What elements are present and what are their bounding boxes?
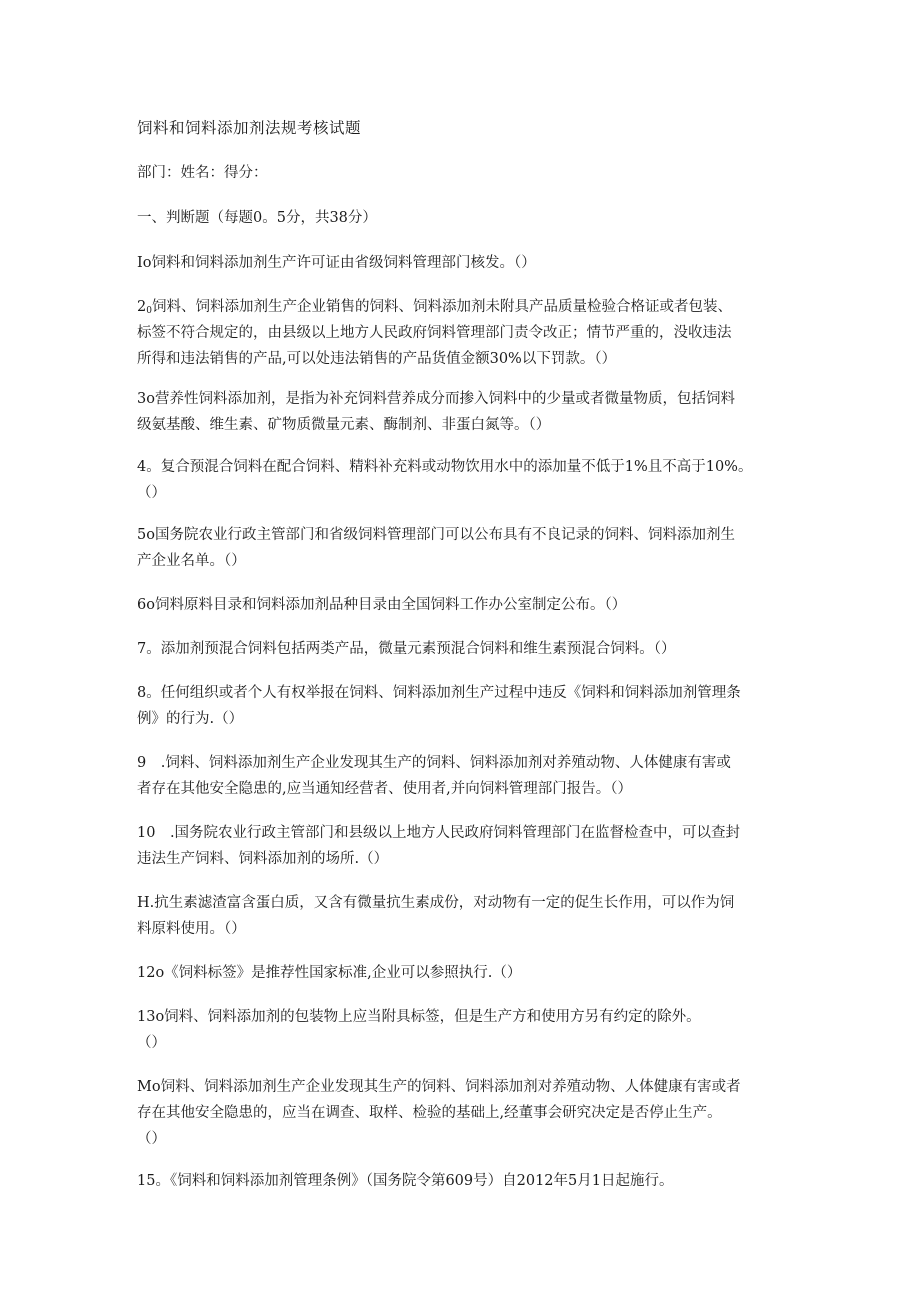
question-7: 7。添加剂预混合饲料包括两类产品，微量元素预混合饲料和维生素预混合饲料。（）	[137, 641, 676, 657]
question-2-line-2: 标签不符合规定的，由县级以上地方人民政府饲料管理部门责令改正；情节严重的，没收违法	[137, 325, 732, 341]
question-14-line-1: Mo饲料、饲料添加剂生产企业发现其生产的饲料、饲料添加剂对养殖动物、人体健康有害或者	[137, 1079, 741, 1095]
question-4-line-1: 4。复合预混合饲料在配合饲料、精料补充料或动物饮用水中的添加量不低于1%且不高于10%。	[137, 459, 753, 475]
info-line: 部门：姓名：得分：	[137, 165, 268, 181]
question-8-line-1: 8。任何组织或者个人有权举报在饲料、饲料添加剂生产过程中违反《饲料和饲料添加剂管理条	[137, 685, 741, 701]
question-2-line-1-text: 饲料、饲料添加剂生产企业销售的饲料、饲料添加剂未附具产品质量检验合格证或者包装、	[151, 299, 732, 315]
question-14-line-2: 存在其他安全隐患的，应当在调查、取样、检验的基础上,经董事会研究决定是否停止生产。	[137, 1105, 722, 1121]
question-14-line-3: （）	[137, 1131, 166, 1147]
question-11-line-1: H.抗生素滤渣富含蛋白质，又含有微量抗生素成份，对动物有一定的促生长作用，可以作为饲	[137, 895, 735, 911]
question-5-line-1: 5o国务院农业行政主管部门和省级饲料管理部门可以公布具有不良记录的饲料、饲料添加剂生	[137, 527, 735, 543]
question-1: Io饲料和饲料添加剂生产许可证由省级饲料管理部门核发。（）	[137, 255, 536, 271]
question-13-line-2: （）	[137, 1035, 166, 1051]
document-title: 饲料和饲料添加剂法规考核试题	[137, 119, 362, 137]
question-2-number-sub: 0	[146, 306, 152, 316]
question-9-line-1: 9 .饲料、饲料添加剂生产企业发现其生产的饲料、饲料添加剂对养殖动物、人体健康有害或	[137, 755, 731, 771]
question-2-number: 2	[137, 299, 147, 315]
question-3-line-1: 3o营养性饲料添加剂，是指为补充饲料营养成分而掺入饲料中的少量或者微量物质，包括饲料	[137, 391, 735, 407]
question-13-line-1: 13o饲料、饲料添加剂的包装物上应当附具标签，但是生产方和使用方另有约定的除外。	[137, 1009, 701, 1025]
question-9-line-2: 者存在其他安全隐患的,应当通知经营者、使用者,并向饲料管理部门报告。（）	[137, 781, 632, 797]
question-5-line-2: 产企业名单。（）	[137, 553, 246, 569]
question-8-line-2: 例》的行为.（）	[137, 711, 244, 727]
question-2-line-3: 所得和违法销售的产品,可以处违法销售的产品货值金额30%以下罚款。（）	[137, 351, 617, 367]
question-10-line-1: 10 .国务院农业行政主管部门和县级以上地方人民政府饲料管理部门在监督检查中，可以查封	[137, 825, 741, 841]
question-12: 12o《饲料标签》是推荐性国家标准,企业可以参照执行.（）	[137, 965, 522, 981]
question-15: 15。《饲料和饲料添加剂管理条例》（国务院令第609号）自2012年5月1日起施行。	[137, 1173, 674, 1189]
question-6: 6o饲料原料目录和饲料添加剂品种目录由全国饲料工作办公室制定公布。（）	[137, 597, 627, 613]
question-4-line-2: （）	[137, 485, 166, 501]
question-10-line-2: 违法生产饲料、饲料添加剂的场所.（）	[137, 851, 389, 867]
question-3-line-2: 级氨基酸、维生素、矿物质微量元素、酶制剂、非蛋白氮等。（）	[137, 417, 551, 433]
section-heading: 一、判断题（每题0。5分，共38分）	[137, 210, 377, 226]
question-11-line-2: 料原料使用。（）	[137, 921, 246, 937]
